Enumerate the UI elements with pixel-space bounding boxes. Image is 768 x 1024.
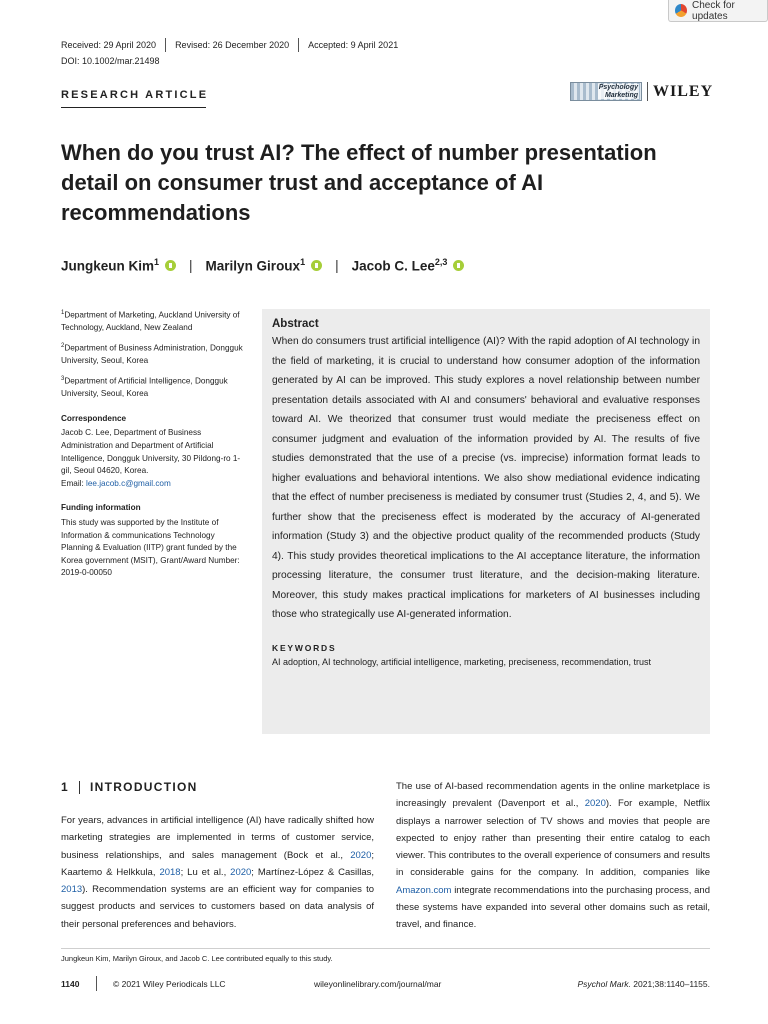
article-info-sidebar: [61, 307, 246, 580]
affiliation-mark: 2: [61, 342, 65, 349]
article-type: RESEARCH ARTICLE: [61, 89, 209, 101]
paragraph-text: ; Lu et al.,: [180, 866, 231, 878]
author[interactable]: [61, 257, 159, 274]
affiliation-text: Department of Business Administration, Dongguk University, Seoul, Korea: [61, 343, 243, 366]
paragraph-text: ; Martínez-López & Casillas,: [251, 866, 375, 878]
logo-divider: [647, 82, 648, 101]
paragraph-text: ). Recommendation systems are an efficient way for companies to suggest products and services to customers based on data analysis of their personal preferences and behaviors.: [61, 884, 374, 930]
footnote: Jungkeun Kim, Marilyn Giroux, and Jacob C. Lee contributed equally to this study.: [61, 954, 333, 963]
author[interactable]: [206, 257, 306, 274]
keywords-text: AI adoption, AI technology, artificial intelligence, marketing, preciseness, recommendation, trust: [272, 656, 652, 667]
citation-link[interactable]: 2020: [230, 866, 252, 878]
journal-logo-line1: Psychology: [598, 84, 638, 91]
abstract-box: [262, 309, 710, 734]
author-affiliation-mark: 2,3: [434, 257, 448, 267]
footer-divider: [96, 976, 97, 991]
paragraph-text: For years, advances in artificial intelligence (AI) have radically shifted how marketing strategies are implemented in terms of customer service, business relationships, and sales management (Bock et al.,: [61, 815, 374, 861]
article-type-rule: [61, 107, 206, 108]
section-title: INTRODUCTION: [89, 780, 198, 794]
citation-link[interactable]: Amazon.com: [396, 884, 452, 896]
paragraph-text: The use of AI-based recommendation agents in the online marketplace is increasingly prevalent (Davenport et al.,: [396, 781, 710, 810]
author-affiliation-mark: 1: [300, 257, 306, 267]
journal-logo: [570, 82, 713, 101]
citation: [578, 979, 710, 989]
citation-details: 2021;38:1140–1155.: [633, 979, 710, 989]
article-title: When do you trust AI? The effect of number presentation detail on consumer trust and acceptance of AI recommendations: [61, 140, 657, 225]
orcid-icon[interactable]: [311, 260, 322, 271]
affiliation-text: Department of Artificial Intelligence, Dongguk University, Seoul, Korea: [61, 376, 228, 399]
section-number: 1: [61, 780, 69, 794]
accepted-date: Accepted: 9 April 2021: [308, 40, 399, 50]
journal-url[interactable]: wileyonlinelibrary.com/journal/mar: [314, 979, 442, 989]
correspondence-heading: Correspondence: [61, 413, 127, 423]
author-affiliation-mark: 1: [154, 257, 160, 267]
affiliation: [61, 307, 246, 335]
footnote-rule: [61, 948, 710, 949]
author-separator: |: [189, 257, 193, 273]
page-number: 1140: [61, 979, 80, 989]
correspondence-address: Jacob C. Lee, Department of Business Administration and Department of Artificial Intelligence, Dongguk University, 30 Pildong-ro 1-gil, Seoul 04620, Korea.: [61, 428, 241, 476]
intro-paragraph-left: [61, 812, 374, 933]
crossmark-icon: [675, 4, 687, 17]
psychology-marketing-logo: [570, 82, 642, 101]
affiliation-text: Department of Marketing, Auckland University of Technology, Auckland, New Zealand: [61, 310, 240, 333]
journal-logo-line2: Marketing: [604, 91, 638, 99]
correspondence-text: [61, 427, 246, 490]
date-divider: [298, 38, 299, 52]
paragraph-text: ). For example, Netflix displays a narrower selection of TV shows and movies that people are expected to enjoy rather than presenting their entire catalog to each viewer. This contributes to the overall experience of consumers and results in considerable gains for the company. In addition, companies like: [396, 798, 711, 879]
check-for-updates-label: Check for updates: [692, 0, 735, 22]
abstract-text: When do consumers trust artificial intelligence (AI)? With the rapid adoption of AI technology in the field of marketing, it is crucial to understand how consumer adoption of the information generated by AI can be improved. This study explores a novel relationship between number presentation details associated with AI and consumers' behavioral and evaluative responses toward AI. We theorized that consumer trust would mediate the preciseness effect on consumer judgment and evaluation of the information provided by AI. The results of five studies demonstrated that the use of a precise (vs. imprecise) information format leads to higher evaluations and behavioral intentions. We also show mediational evidence indicating that the effect of number preciseness is mediated by consumer trust (Studies 2, 4, and 5). We further show that the preciseness effect is moderated by the accuracy of AI-generated information (Study 3) and the objective product quality of the recommended products (Study 4). This study provides theoretical implications to the AI acceptance literature, the information processing literature, the consumer trust literature, and the decision-making literature. Moreover, this study makes practical implications for marketers of AI businesses including those who strategically use AI-generated information.: [272, 336, 700, 620]
author-separator: |: [335, 257, 339, 273]
affiliation: [61, 373, 246, 401]
author-name: Marilyn Giroux: [205, 258, 301, 274]
funding-heading: Funding information: [61, 503, 141, 513]
received-date: Received: 29 April 2020: [61, 40, 157, 50]
section-heading: [61, 780, 198, 794]
citation-link[interactable]: 2020: [350, 849, 372, 861]
citation-link[interactable]: 2018: [159, 866, 181, 878]
author-name: Jungkeun Kim: [61, 258, 155, 274]
funding-text: This study was supported by the Institute of Information & communications Technology Planning & Evaluation (IITP) grant funded by the Korea government (MSIT), Grant/Award Number: 2019-0-00050: [61, 517, 240, 578]
paragraph-text: ; Kaartemo & Helkkula,: [61, 849, 374, 878]
section-heading-divider: [79, 781, 80, 794]
author[interactable]: [352, 257, 448, 274]
journal-abbrev: Psychol Mark.: [577, 979, 631, 989]
copyright: © 2021 Wiley Periodicals LLC: [113, 979, 226, 989]
email-label: Email:: [61, 478, 84, 488]
email-link[interactable]: lee.jacob.c@gmail.com: [86, 478, 171, 488]
affiliation: [61, 340, 246, 368]
revised-date: Revised: 26 December 2020: [175, 40, 290, 50]
affiliation-mark: 3: [61, 375, 65, 382]
date-divider: [165, 38, 166, 52]
article-dates: [61, 38, 398, 52]
doi[interactable]: DOI: 10.1002/mar.21498: [61, 56, 160, 66]
citation-link[interactable]: 2013: [61, 884, 83, 896]
abstract-heading: Abstract: [272, 318, 319, 330]
keywords-heading: KEYWORDS: [272, 642, 337, 653]
check-for-updates-button[interactable]: [668, 0, 768, 22]
author-name: Jacob C. Lee: [351, 258, 435, 274]
wiley-logo: WILEY: [653, 82, 714, 100]
author-list: [61, 257, 464, 274]
orcid-icon[interactable]: [165, 260, 176, 271]
citation-link[interactable]: 2020: [584, 798, 606, 810]
paragraph-text: integrate recommendations into the purchasing process, and these systems have expanded into several other domains such as retail, travel, and finance.: [396, 884, 710, 931]
affiliation-mark: 1: [61, 310, 65, 316]
orcid-icon[interactable]: [453, 260, 464, 271]
intro-paragraph-right: [396, 778, 710, 934]
